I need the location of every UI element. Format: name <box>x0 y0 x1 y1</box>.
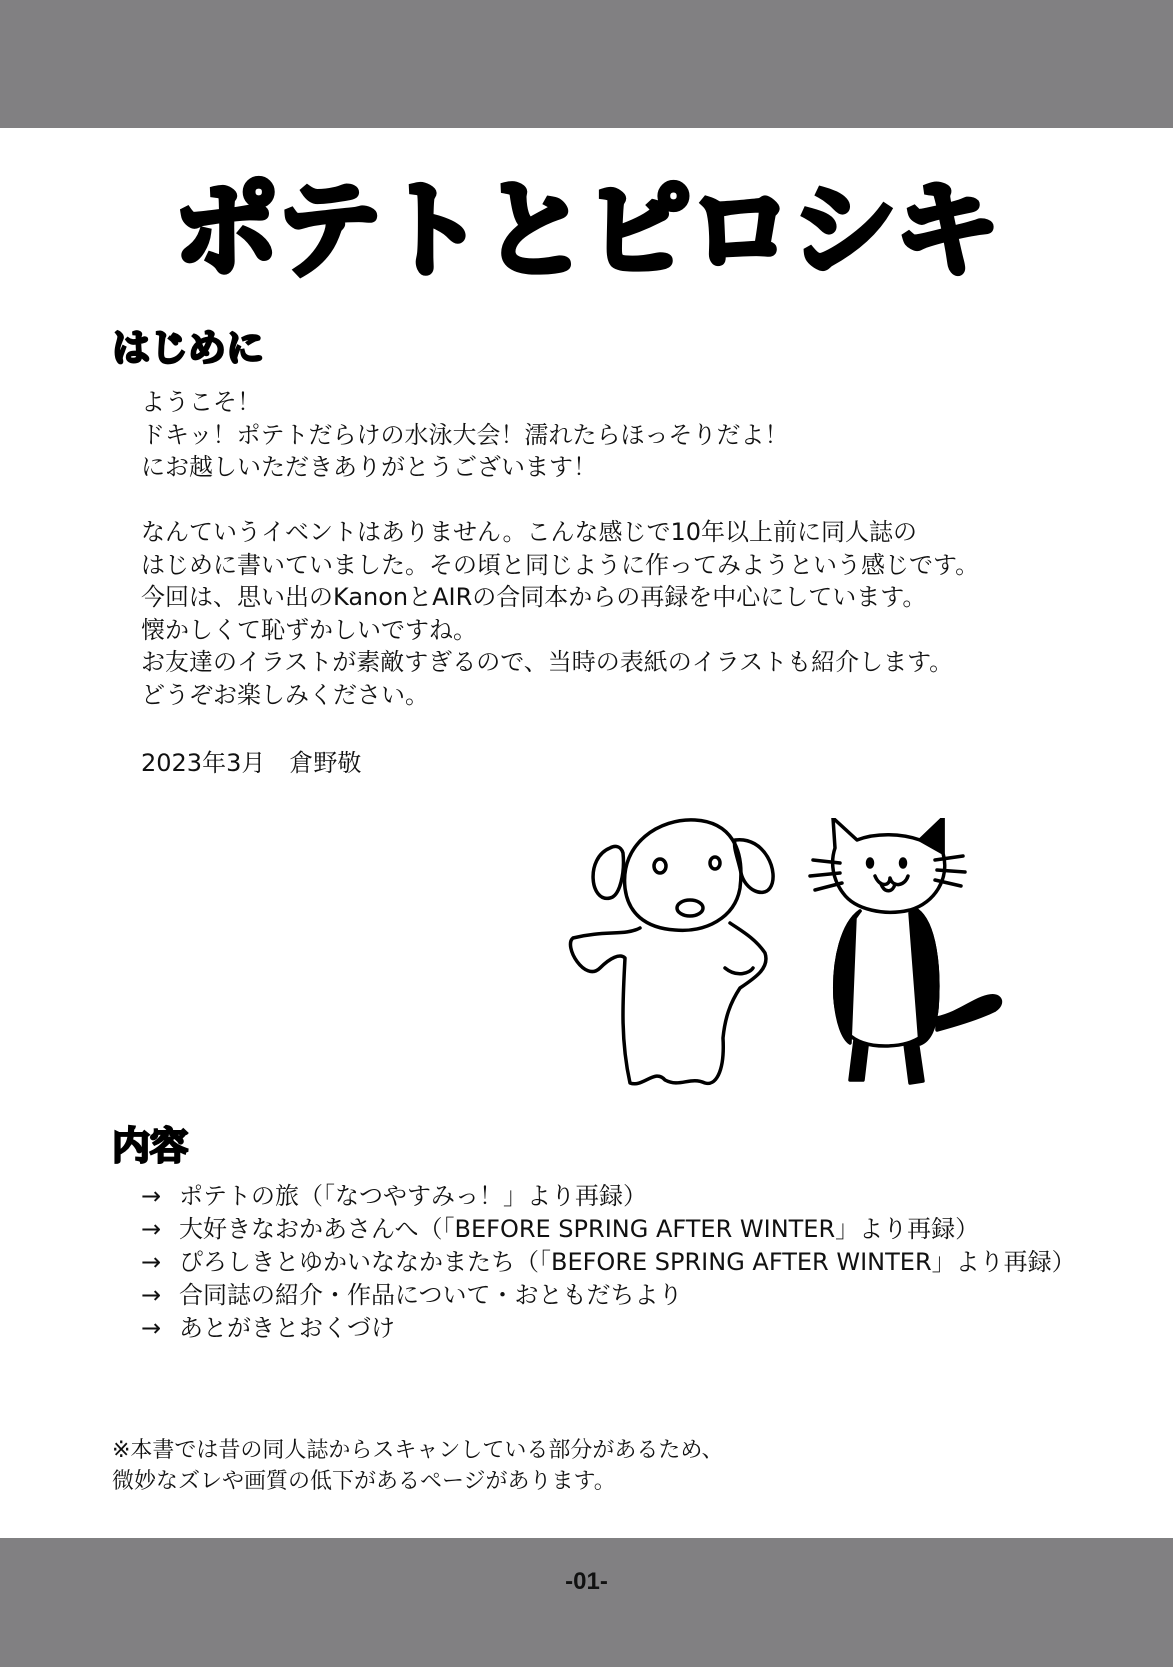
toc-item-label: ポテトの旅（「なつやすみっ！」より再録） <box>179 1182 647 1210</box>
toc-item <box>141 1279 1076 1312</box>
intro-line: 懐かしくて恥ずかしいですね。 <box>141 615 477 644</box>
table-of-contents <box>141 1180 1076 1345</box>
intro-line: 今回は、思い出のKanonとAIRの合同本からの再録を中心にしています。 <box>141 583 927 611</box>
page-number: -01- <box>565 1568 608 1595</box>
arrow-icon: → <box>141 1248 162 1276</box>
toc-item-label: 大好きなおかあさんへ（「BEFORE SPRING AFTER WINTER」より再録） <box>179 1215 980 1243</box>
intro-heading: はじめに <box>112 326 265 370</box>
intro-line: お友達のイラストが素敵すぎるので、当時の表紙のイラストも紹介します。 <box>141 648 954 676</box>
bottom-band <box>0 1538 1173 1667</box>
notes <box>112 1435 724 1497</box>
toc-item <box>141 1213 1076 1246</box>
toc-item-label: 合同誌の紹介・作品について・おともだちより <box>179 1281 683 1309</box>
intro-text <box>141 386 979 711</box>
toc-item-label: あとがきとおくづけ <box>179 1314 395 1342</box>
dog-drawing <box>570 820 773 1084</box>
arrow-icon: → <box>141 1215 162 1243</box>
arrow-icon: → <box>141 1281 162 1309</box>
intro-line: にお越しいただきありがとうございます！ <box>141 453 597 481</box>
page-title: ポテトとピロシキ <box>173 169 997 292</box>
toc-item <box>141 1246 1076 1279</box>
note-line: 微妙なズレや画質の低下があるページがあります。 <box>112 1469 616 1494</box>
dog-and-cat-illustration <box>565 818 1025 1088</box>
signature-date-author: 2023年3月 倉野敬 <box>141 749 362 777</box>
arrow-icon: → <box>141 1314 162 1342</box>
intro-line: なんていうイベントはありません。こんな感じで10年以上前に同人誌の <box>141 518 917 546</box>
intro-line: ようこそ！ <box>141 388 261 416</box>
intro-line: はじめに書いていました。その頃と同じように作ってみようという感じです。 <box>141 550 980 579</box>
cat-drawing <box>810 818 1000 1083</box>
note-line: ※本書では昔の同人誌からスキャンしている部分があるため、 <box>112 1438 724 1463</box>
top-band <box>0 0 1173 128</box>
intro-line: どうぞお楽しみください。 <box>141 680 429 709</box>
intro-line: ドキッ！ポテトだらけの水泳大会！濡れたらほっそりだよ！ <box>141 420 789 449</box>
toc-item-label: ぴろしきとゆかいななかまたち（「BEFORE SPRING AFTER WINTER」より再録） <box>179 1248 1076 1276</box>
toc-item <box>141 1312 1076 1345</box>
contents-heading: 内容 <box>112 1124 189 1168</box>
toc-item <box>141 1180 1076 1213</box>
intro-blank-line <box>141 484 979 517</box>
arrow-icon: → <box>141 1182 162 1210</box>
